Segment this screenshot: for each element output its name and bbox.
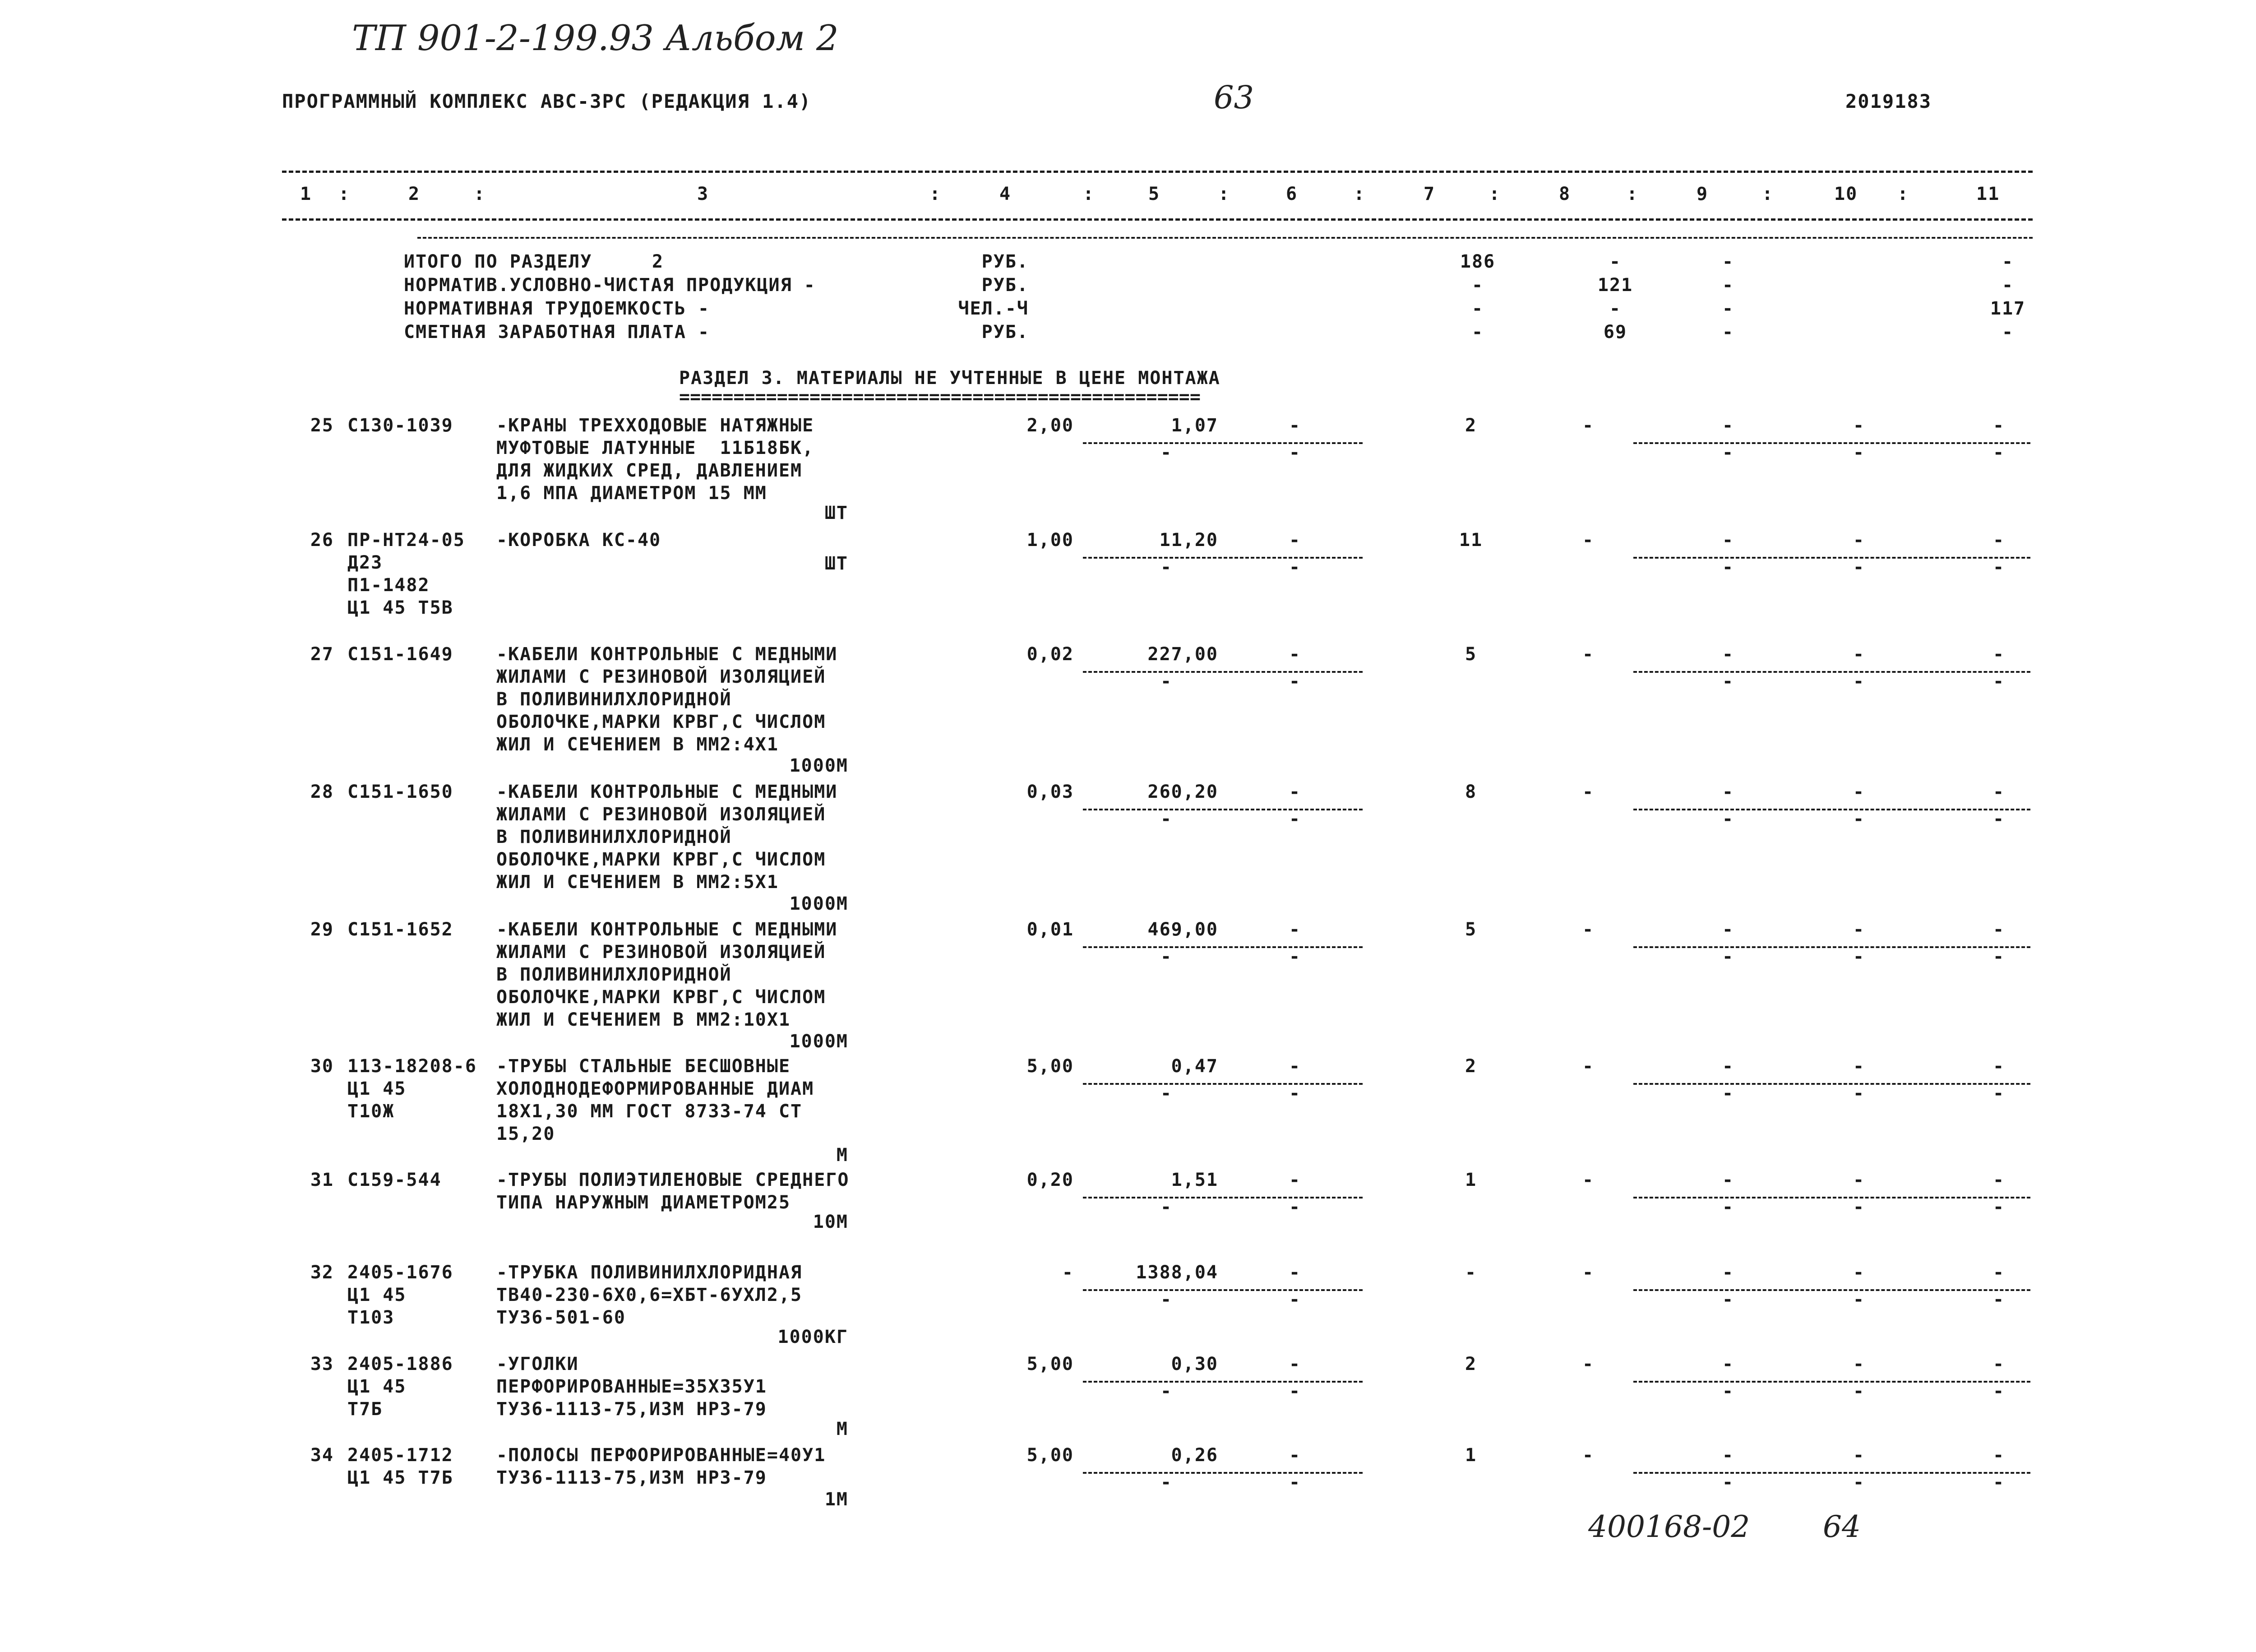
item-number: 33	[310, 1354, 334, 1374]
item-quantity: 0,01	[1026, 919, 1074, 940]
item-code: 2405-1676	[347, 1262, 453, 1283]
item-col8: -	[1582, 1170, 1595, 1190]
item-code: 113-18208-6	[347, 1056, 477, 1077]
item-description: -КРАНЫ ТРЕХХОДОВЫЕ НАТЯЖНЫЕ МУФТОВЫЕ ЛАТУННЫЕ 11Б18БК, ДЛЯ ЖИДКИХ СРЕД, ДАВЛЕНИЕМ 1,6 МПА ДИАМЕТРОМ 15 ММ	[496, 415, 814, 504]
column-header-7: :	[1083, 184, 1095, 204]
item-code: С159-544	[347, 1170, 442, 1190]
item-lower-dash-6: -	[1289, 1472, 1301, 1493]
item-lower-dash-6: -	[1289, 557, 1301, 578]
item-col11: -	[1992, 1262, 2005, 1283]
item-lower-dash-6: -	[1289, 1289, 1301, 1310]
item-col6: -	[1289, 530, 1301, 551]
summary-col7: -	[1471, 275, 1484, 296]
item-number: 34	[310, 1445, 334, 1466]
item-quantity: -	[1062, 1262, 1074, 1283]
item-lower-dash-5: -	[1160, 946, 1173, 967]
item-lower-dash-11: -	[1992, 946, 2005, 967]
item-unit: 1М	[824, 1489, 848, 1510]
item-col10: -	[1853, 1354, 1865, 1374]
item-col10: -	[1853, 1445, 1865, 1466]
item-number: 27	[310, 644, 334, 665]
summary-col7: -	[1471, 298, 1484, 319]
item-unit-price: 1,07	[1171, 415, 1218, 436]
item-lower-dash-5: -	[1160, 1381, 1173, 1402]
item-lower-dash-9: -	[1722, 557, 1734, 578]
item-col6: -	[1289, 1445, 1301, 1466]
item-lower-dash-6: -	[1289, 1083, 1301, 1104]
item-unit-price: 1388,04	[1136, 1262, 1218, 1283]
item-lower-dash-11: -	[1992, 809, 2005, 829]
summary-label: НОРМАТИВ.УСЛОВНО-ЧИСТАЯ ПРОДУКЦИЯ -	[404, 275, 816, 296]
item-col8: -	[1582, 530, 1595, 551]
item-col10: -	[1853, 644, 1865, 665]
summary-col11: -	[2002, 251, 2014, 272]
item-col9: -	[1722, 415, 1734, 436]
item-col7: 8	[1465, 782, 1477, 802]
summary-unit: РУБ.	[981, 275, 1029, 296]
item-description: -ПОЛОСЫ ПЕРФОРИРОВАННЫЕ=40У1 ТУ36-1113-75,ИЗМ НРЗ-79	[496, 1445, 826, 1488]
summary-unit: РУБ.	[981, 322, 1029, 342]
item-lower-dash-5: -	[1160, 1472, 1173, 1493]
item-col7: 11	[1459, 530, 1483, 551]
item-lower-dash-9: -	[1722, 1289, 1734, 1310]
item-quantity: 5,00	[1026, 1445, 1074, 1466]
item-rule-5-6	[1083, 557, 1363, 559]
summary-col7: 186	[1460, 251, 1496, 272]
section-underline: ================================================	[679, 387, 1201, 407]
item-description: -ТРУБЫ ПОЛИЭТИЛЕНОВЫЕ СРЕДНЕГО ТИПА НАРУЖНЫМ ДИАМЕТРОМ25	[496, 1170, 850, 1213]
item-lower-dash-10: -	[1853, 557, 1865, 578]
item-lower-dash-10: -	[1853, 1083, 1865, 1104]
item-number: 30	[310, 1056, 334, 1077]
item-col9: -	[1722, 1056, 1734, 1077]
item-col7: 1	[1465, 1170, 1477, 1190]
summary-label: НОРМАТИВНАЯ ТРУДОЕМКОСТЬ -	[404, 298, 710, 319]
item-unit-price: 469,00	[1147, 919, 1218, 940]
item-unit: 1000М	[789, 755, 848, 776]
summary-col8: -	[1609, 251, 1622, 272]
summary-col9: -	[1722, 275, 1734, 296]
item-col6: -	[1289, 1056, 1301, 1077]
summary-col8: 69	[1603, 322, 1627, 342]
item-code-extra: Ц1 45 Т10Ж	[347, 1078, 407, 1122]
item-col10: -	[1853, 782, 1865, 802]
item-lower-dash-10: -	[1853, 809, 1865, 829]
item-code-extra: Ц1 45 Т7Б	[347, 1467, 453, 1488]
column-header-14: 8	[1559, 184, 1571, 204]
item-rule-5-6	[1083, 671, 1363, 673]
summary-col11: -	[2002, 322, 2014, 342]
item-rule-9-11	[1633, 671, 2030, 673]
item-description: -УГОЛКИ ПЕРФОРИРОВАННЫЕ=35Х35У1 ТУ36-1113-75,ИЗМ НРЗ-79	[496, 1354, 767, 1420]
summary-unit: ЧЕЛ.-Ч	[958, 298, 1029, 319]
column-header-4: 3	[697, 184, 709, 204]
item-col6: -	[1289, 1170, 1301, 1190]
item-col6: -	[1289, 782, 1301, 802]
item-col9: -	[1722, 644, 1734, 665]
item-code: С151-1652	[347, 919, 453, 940]
item-rule-9-11	[1633, 1197, 2030, 1199]
summary-col7: -	[1471, 322, 1484, 342]
item-lower-dash-10: -	[1853, 671, 1865, 692]
item-col9: -	[1722, 782, 1734, 802]
column-header-8: 5	[1148, 184, 1160, 204]
column-header-19: :	[1897, 184, 1909, 204]
item-number: 28	[310, 782, 334, 802]
item-rule-9-11	[1633, 1083, 2030, 1085]
item-rule-5-6	[1083, 809, 1363, 810]
item-rule-5-6	[1083, 1083, 1363, 1085]
item-lower-dash-11: -	[1992, 1083, 2005, 1104]
item-col11: -	[1992, 415, 2005, 436]
item-col7: -	[1465, 1262, 1477, 1283]
item-description: -ТРУБКА ПОЛИВИНИЛХЛОРИДНАЯ ТВ40-230-6Х0,6=ХБТ-6УХЛ2,5 ТУ36-501-60	[496, 1262, 803, 1328]
item-lower-dash-11: -	[1992, 1197, 2005, 1217]
item-lower-dash-5: -	[1160, 1083, 1173, 1104]
item-col7: 2	[1465, 415, 1477, 436]
item-lower-dash-5: -	[1160, 671, 1173, 692]
item-col6: -	[1289, 1262, 1301, 1283]
item-lower-dash-6: -	[1289, 671, 1301, 692]
summary-col11: 117	[1990, 298, 2026, 319]
item-unit: 1000КГ	[777, 1327, 848, 1347]
item-lower-dash-9: -	[1722, 1381, 1734, 1402]
item-number: 32	[310, 1262, 334, 1283]
item-col11: -	[1992, 782, 2005, 802]
item-code: С130-1039	[347, 415, 453, 436]
item-lower-dash-10: -	[1853, 1197, 1865, 1217]
summary-col9: -	[1722, 251, 1734, 272]
item-lower-dash-10: -	[1853, 1472, 1865, 1493]
summary-col9: -	[1722, 322, 1734, 342]
program-header: ПРОГРАММНЫЙ КОМПЛЕКС АВС-3РС (РЕДАКЦИЯ 1.4)	[282, 90, 812, 112]
item-col9: -	[1722, 1354, 1734, 1374]
item-lower-dash-10: -	[1853, 946, 1865, 967]
summary-label: СМЕТНАЯ ЗАРАБОТНАЯ ПЛАТА -	[404, 322, 710, 342]
item-col6: -	[1289, 919, 1301, 940]
item-col8: -	[1582, 1056, 1595, 1077]
item-unit-price: 11,20	[1159, 530, 1218, 551]
item-lower-dash-10: -	[1853, 442, 1865, 463]
column-header-11: :	[1354, 184, 1366, 204]
column-header-1: :	[338, 184, 351, 204]
item-col9: -	[1722, 1445, 1734, 1466]
item-rule-9-11	[1633, 1381, 2030, 1383]
item-lower-dash-9: -	[1722, 1083, 1734, 1104]
page-number-handwritten: 63	[1214, 79, 1254, 116]
item-rule-9-11	[1633, 557, 2030, 559]
item-col9: -	[1722, 1262, 1734, 1283]
summary-col9: -	[1722, 298, 1734, 319]
column-header-9: :	[1218, 184, 1230, 204]
column-header-13: :	[1489, 184, 1501, 204]
summary-col11: -	[2002, 275, 2014, 296]
item-quantity: 0,20	[1026, 1170, 1074, 1190]
item-unit: ШТ	[824, 553, 848, 574]
column-header-2: 2	[408, 184, 421, 204]
item-rule-9-11	[1633, 809, 2030, 810]
item-col8: -	[1582, 644, 1595, 665]
item-rule-5-6	[1083, 1381, 1363, 1383]
item-col10: -	[1853, 919, 1865, 940]
item-col10: -	[1853, 1262, 1865, 1283]
item-number: 25	[310, 415, 334, 436]
project-handwritten-title: ТП 901-2-199.93 Альбом 2	[352, 18, 839, 59]
column-header-6: 4	[999, 184, 1012, 204]
column-header-16: 9	[1697, 184, 1709, 204]
item-lower-dash-9: -	[1722, 809, 1734, 829]
item-col11: -	[1992, 919, 2005, 940]
item-col7: 2	[1465, 1354, 1477, 1374]
item-unit-price: 260,20	[1147, 782, 1218, 802]
item-description: -КОРОБКА КС-40	[496, 530, 661, 551]
item-unit: 10М	[813, 1212, 848, 1232]
item-rule-5-6	[1083, 1197, 1363, 1199]
item-lower-dash-11: -	[1992, 557, 2005, 578]
item-description: -КАБЕЛИ КОНТРОЛЬНЫЕ С МЕДНЫМИ ЖИЛАМИ С РЕЗИНОВОЙ ИЗОЛЯЦИЕЙ В ПОЛИВИНИЛХЛОРИДНОЙ ОБОЛОЧКЕ,МАРКИ КРВГ,С ЧИСЛОМ ЖИЛ И СЕЧЕНИЕМ В ММ2:5Х1	[496, 782, 838, 893]
item-col9: -	[1722, 919, 1734, 940]
item-lower-dash-6: -	[1289, 442, 1301, 463]
summary-col8: 121	[1597, 275, 1633, 296]
column-header-5: :	[929, 184, 942, 204]
stamp-page-handwritten: 64	[1823, 1509, 1861, 1544]
item-unit-price: 0,47	[1171, 1056, 1218, 1077]
item-code: С151-1649	[347, 644, 453, 665]
column-header-0: 1	[300, 184, 312, 204]
item-col11: -	[1992, 530, 2005, 551]
item-lower-dash-10: -	[1853, 1289, 1865, 1310]
item-unit-price: 1,51	[1171, 1170, 1218, 1190]
item-lower-dash-11: -	[1992, 1472, 2005, 1493]
summary-label: ИТОГО ПО РАЗДЕЛУ	[404, 251, 592, 272]
item-number: 31	[310, 1170, 334, 1190]
item-lower-dash-9: -	[1722, 1472, 1734, 1493]
item-col8: -	[1582, 782, 1595, 802]
item-col9: -	[1722, 530, 1734, 551]
item-rule-9-11	[1633, 1289, 2030, 1291]
item-unit-price: 0,26	[1171, 1445, 1218, 1466]
item-rule-5-6	[1083, 1472, 1363, 1474]
item-number: 26	[310, 530, 334, 551]
item-lower-dash-10: -	[1853, 1381, 1865, 1402]
item-lower-dash-11: -	[1992, 442, 2005, 463]
item-rule-5-6	[1083, 442, 1363, 444]
item-col11: -	[1992, 1056, 2005, 1077]
item-description: -КАБЕЛИ КОНТРОЛЬНЫЕ С МЕДНЫМИ ЖИЛАМИ С РЕЗИНОВОЙ ИЗОЛЯЦИЕЙ В ПОЛИВИНИЛХЛОРИДНОЙ ОБОЛОЧКЕ,МАРКИ КРВГ,С ЧИСЛОМ ЖИЛ И СЕЧЕНИЕМ В ММ2:4Х1	[496, 644, 838, 755]
summary-section-num: 2	[652, 251, 664, 272]
item-unit: 1000М	[789, 1031, 848, 1052]
item-lower-dash-11: -	[1992, 1381, 2005, 1402]
item-col11: -	[1992, 1445, 2005, 1466]
item-lower-dash-6: -	[1289, 809, 1301, 829]
item-quantity: 1,00	[1026, 530, 1074, 551]
item-lower-dash-9: -	[1722, 442, 1734, 463]
column-header-17: :	[1762, 184, 1774, 204]
column-header-15: :	[1627, 184, 1639, 204]
item-unit: ШТ	[824, 503, 848, 523]
item-col7: 2	[1465, 1056, 1477, 1077]
item-rule-5-6	[1083, 946, 1363, 948]
item-unit-price: 227,00	[1147, 644, 1218, 665]
column-header-10: 6	[1286, 184, 1298, 204]
column-header-12: 7	[1424, 184, 1436, 204]
item-rule-9-11	[1633, 442, 2030, 444]
item-unit: 1000М	[789, 893, 848, 914]
item-code: С151-1650	[347, 782, 453, 802]
item-col9: -	[1722, 1170, 1734, 1190]
item-col7: 5	[1465, 919, 1477, 940]
item-unit: М	[836, 1419, 848, 1439]
item-col11: -	[1992, 644, 2005, 665]
item-lower-dash-9: -	[1722, 671, 1734, 692]
summary-col8: -	[1609, 298, 1622, 319]
item-number: 29	[310, 919, 334, 940]
item-lower-dash-5: -	[1160, 1197, 1173, 1217]
item-quantity: 0,03	[1026, 782, 1074, 802]
item-code: 2405-1886	[347, 1354, 453, 1374]
item-lower-dash-6: -	[1289, 946, 1301, 967]
item-code-extra: Ц1 45 Т7Б	[347, 1376, 407, 1420]
item-col10: -	[1853, 530, 1865, 551]
item-col7: 1	[1465, 1445, 1477, 1466]
stamp-code-handwritten: 400168-02	[1588, 1509, 1750, 1544]
document-number: 2019183	[1845, 90, 1932, 112]
item-rule-9-11	[1633, 946, 2030, 948]
item-col8: -	[1582, 1354, 1595, 1374]
item-lower-dash-6: -	[1289, 1381, 1301, 1402]
item-lower-dash-5: -	[1160, 1289, 1173, 1310]
item-quantity: 5,00	[1026, 1354, 1074, 1374]
item-col7: 5	[1465, 644, 1477, 665]
item-unit-price: 0,30	[1171, 1354, 1218, 1374]
column-header-3: :	[474, 184, 486, 204]
item-unit: М	[836, 1145, 848, 1166]
section-title: РАЗДЕЛ 3. МАТЕРИАЛЫ НЕ УЧТЕННЫЕ В ЦЕНЕ МОНТАЖА	[679, 368, 1220, 389]
item-lower-dash-11: -	[1992, 1289, 2005, 1310]
item-lower-dash-5: -	[1160, 557, 1173, 578]
item-quantity: 5,00	[1026, 1056, 1074, 1077]
item-description: -КАБЕЛИ КОНТРОЛЬНЫЕ С МЕДНЫМИ ЖИЛАМИ С РЕЗИНОВОЙ ИЗОЛЯЦИЕЙ В ПОЛИВИНИЛХЛОРИДНОЙ ОБОЛОЧКЕ,МАРКИ КРВГ,С ЧИСЛОМ ЖИЛ И СЕЧЕНИЕМ В ММ2:10Х1	[496, 919, 838, 1030]
item-col6: -	[1289, 415, 1301, 436]
item-lower-dash-6: -	[1289, 1197, 1301, 1217]
item-lower-dash-5: -	[1160, 442, 1173, 463]
item-lower-dash-11: -	[1992, 671, 2005, 692]
item-lower-dash-9: -	[1722, 1197, 1734, 1217]
item-col10: -	[1853, 1170, 1865, 1190]
item-col8: -	[1582, 415, 1595, 436]
column-header-20: 11	[1976, 184, 2000, 204]
item-code-extra: Ц1 45 Т103	[347, 1285, 407, 1328]
item-rule-9-11	[1633, 1472, 2030, 1474]
item-description: -ТРУБЫ СТАЛЬНЫЕ БЕСШОВНЫЕ ХОЛОДНОДЕФОРМИРОВАННЫЕ ДИАМ 18Х1,30 ММ ГОСТ 8733-74 СТ 15,20	[496, 1056, 814, 1144]
item-code-extra: Д23 П1-1482 Ц1 45 Т5В	[347, 552, 453, 618]
item-col8: -	[1582, 1445, 1595, 1466]
item-col11: -	[1992, 1354, 2005, 1374]
item-code: ПР-НТ24-05	[347, 530, 465, 551]
column-header-18: 10	[1834, 184, 1858, 204]
item-col11: -	[1992, 1170, 2005, 1190]
item-rule-5-6	[1083, 1289, 1363, 1291]
item-quantity: 0,02	[1026, 644, 1074, 665]
item-col8: -	[1582, 919, 1595, 940]
item-quantity: 2,00	[1026, 415, 1074, 436]
item-lower-dash-5: -	[1160, 809, 1173, 829]
item-col6: -	[1289, 644, 1301, 665]
item-col6: -	[1289, 1354, 1301, 1374]
summary-unit: РУБ.	[981, 251, 1029, 272]
item-lower-dash-9: -	[1722, 946, 1734, 967]
item-col10: -	[1853, 415, 1865, 436]
item-col10: -	[1853, 1056, 1865, 1077]
item-col8: -	[1582, 1262, 1595, 1283]
item-code: 2405-1712	[347, 1445, 453, 1466]
